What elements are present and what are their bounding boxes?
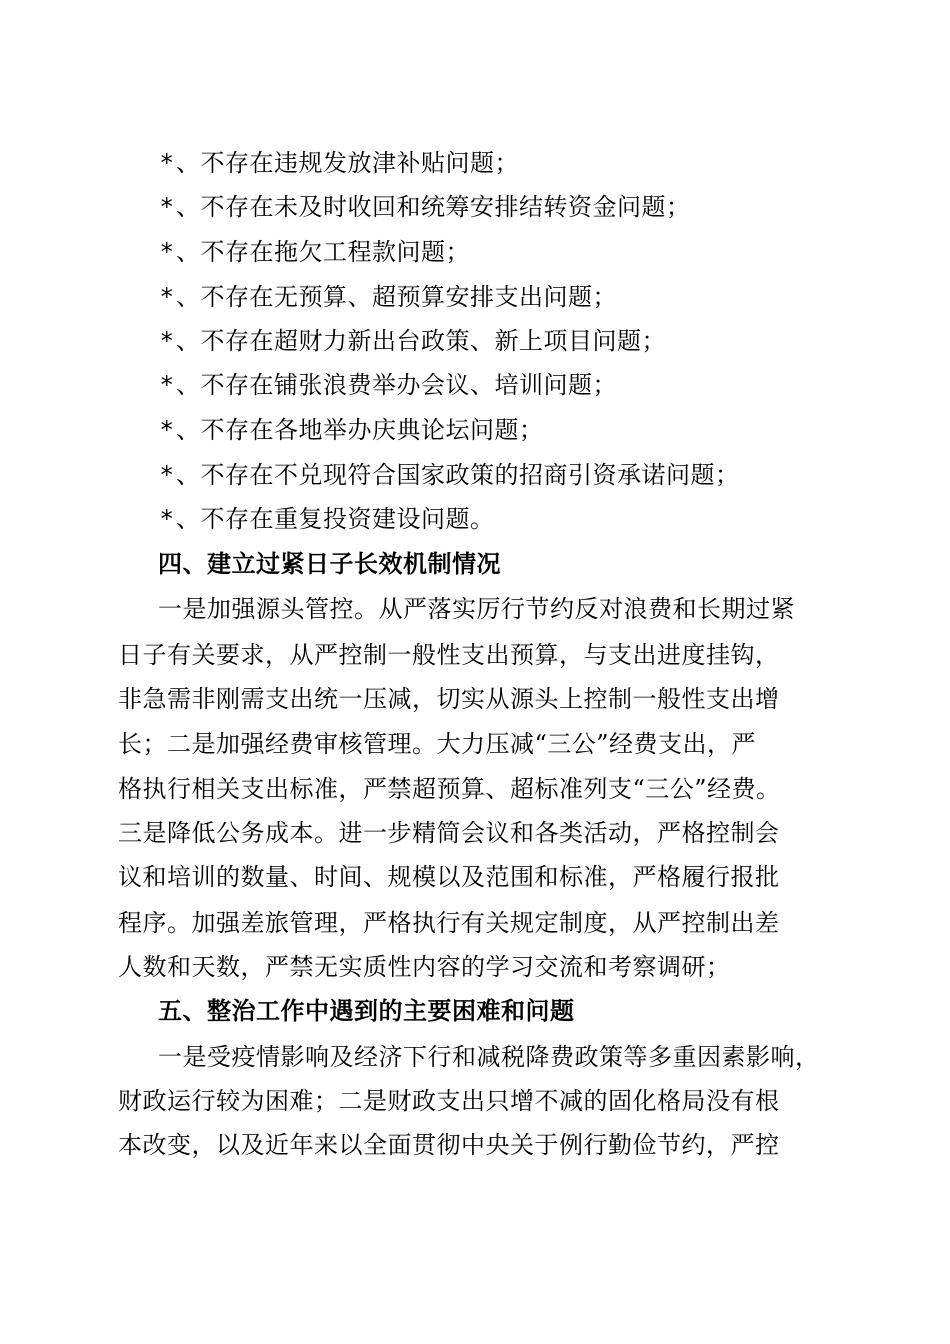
list-item-text: 、不存在违规发放津补贴问题； xyxy=(176,149,519,177)
list-item xyxy=(0,415,950,445)
paragraph-line: 程序。加强差旅管理，严格执行有关规定制度，从严控制出差 xyxy=(118,909,780,937)
bullet-mark: * xyxy=(159,193,175,221)
list-item-text: 、不存在铺张浪费举办会议、培训问题； xyxy=(176,371,617,399)
list-item xyxy=(0,460,950,490)
list-item-text: 、不存在未及时收回和统筹安排结转资金问题； xyxy=(176,193,691,221)
list-item-text: 、不存在不兑现符合国家政策的招商引资承诺问题； xyxy=(176,461,740,489)
section-5-heading: 五、整治工作中遇到的主要困难和问题 xyxy=(158,997,575,1025)
list-item xyxy=(0,504,950,534)
list-item xyxy=(0,237,950,267)
paragraph-line: 非急需非刚需支出统一压减，切实从源头上控制一般性支出增 xyxy=(118,685,780,713)
list-item xyxy=(0,192,950,222)
bullet-mark: * xyxy=(159,505,175,533)
paragraph-line: 一是加强源头管控。从严落实厉行节约反对浪费和长期过紧 xyxy=(158,595,795,623)
paragraph-line: 一是受疫情影响及经济下行和减税降费政策等多重因素影响， xyxy=(158,1043,820,1071)
list-item-text: 、不存在拖欠工程款问题； xyxy=(176,238,470,266)
bullet-mark: * xyxy=(159,416,175,444)
paragraph-line: 三是降低公务成本。进一步精简会议和各类活动，严格控制会 xyxy=(118,819,780,847)
list-item xyxy=(0,370,950,400)
list-item-text: 、不存在无预算、超预算安排支出问题； xyxy=(176,283,617,311)
paragraph-line: 日子有关要求，从严控制一般性支出预算，与支出进度挂钩， xyxy=(118,641,780,669)
bullet-mark: * xyxy=(159,238,175,266)
list-item xyxy=(0,148,950,178)
paragraph-line: 格执行相关支出标准，严禁超预算、超标准列支“三公”经费。 xyxy=(118,775,781,803)
paragraph-line: 本改变，以及近年来以全面贯彻中央关于例行勤俭节约，严控 xyxy=(118,1131,780,1159)
list-item-text: 、不存在超财力新出台政策、新上项目问题； xyxy=(176,327,666,355)
list-item xyxy=(0,326,950,356)
paragraph-line: 议和培训的数量、时间、规模以及范围和标准，严格履行报批 xyxy=(118,863,780,891)
bullet-mark: * xyxy=(159,461,175,489)
paragraph-line: 长；二是加强经费审核管理。大力压减“三公”经费支出，严 xyxy=(118,730,757,758)
bullet-mark: * xyxy=(159,283,175,311)
bullet-mark: * xyxy=(159,327,175,355)
section-4-heading: 四、建立过紧日子长效机制情况 xyxy=(158,550,501,578)
bullet-mark: * xyxy=(159,149,175,177)
list-item-text: 、不存在各地举办庆典论坛问题； xyxy=(176,416,544,444)
list-item-text: 、不存在重复投资建设问题。 xyxy=(176,505,495,533)
paragraph-line: 财政运行较为困难；二是财政支出只增不减的固化格局没有根 xyxy=(118,1087,780,1115)
list-item xyxy=(0,282,950,312)
bullet-mark: * xyxy=(159,371,175,399)
paragraph-line: 人数和天数，严禁无实质性内容的学习交流和考察调研； xyxy=(118,953,731,981)
